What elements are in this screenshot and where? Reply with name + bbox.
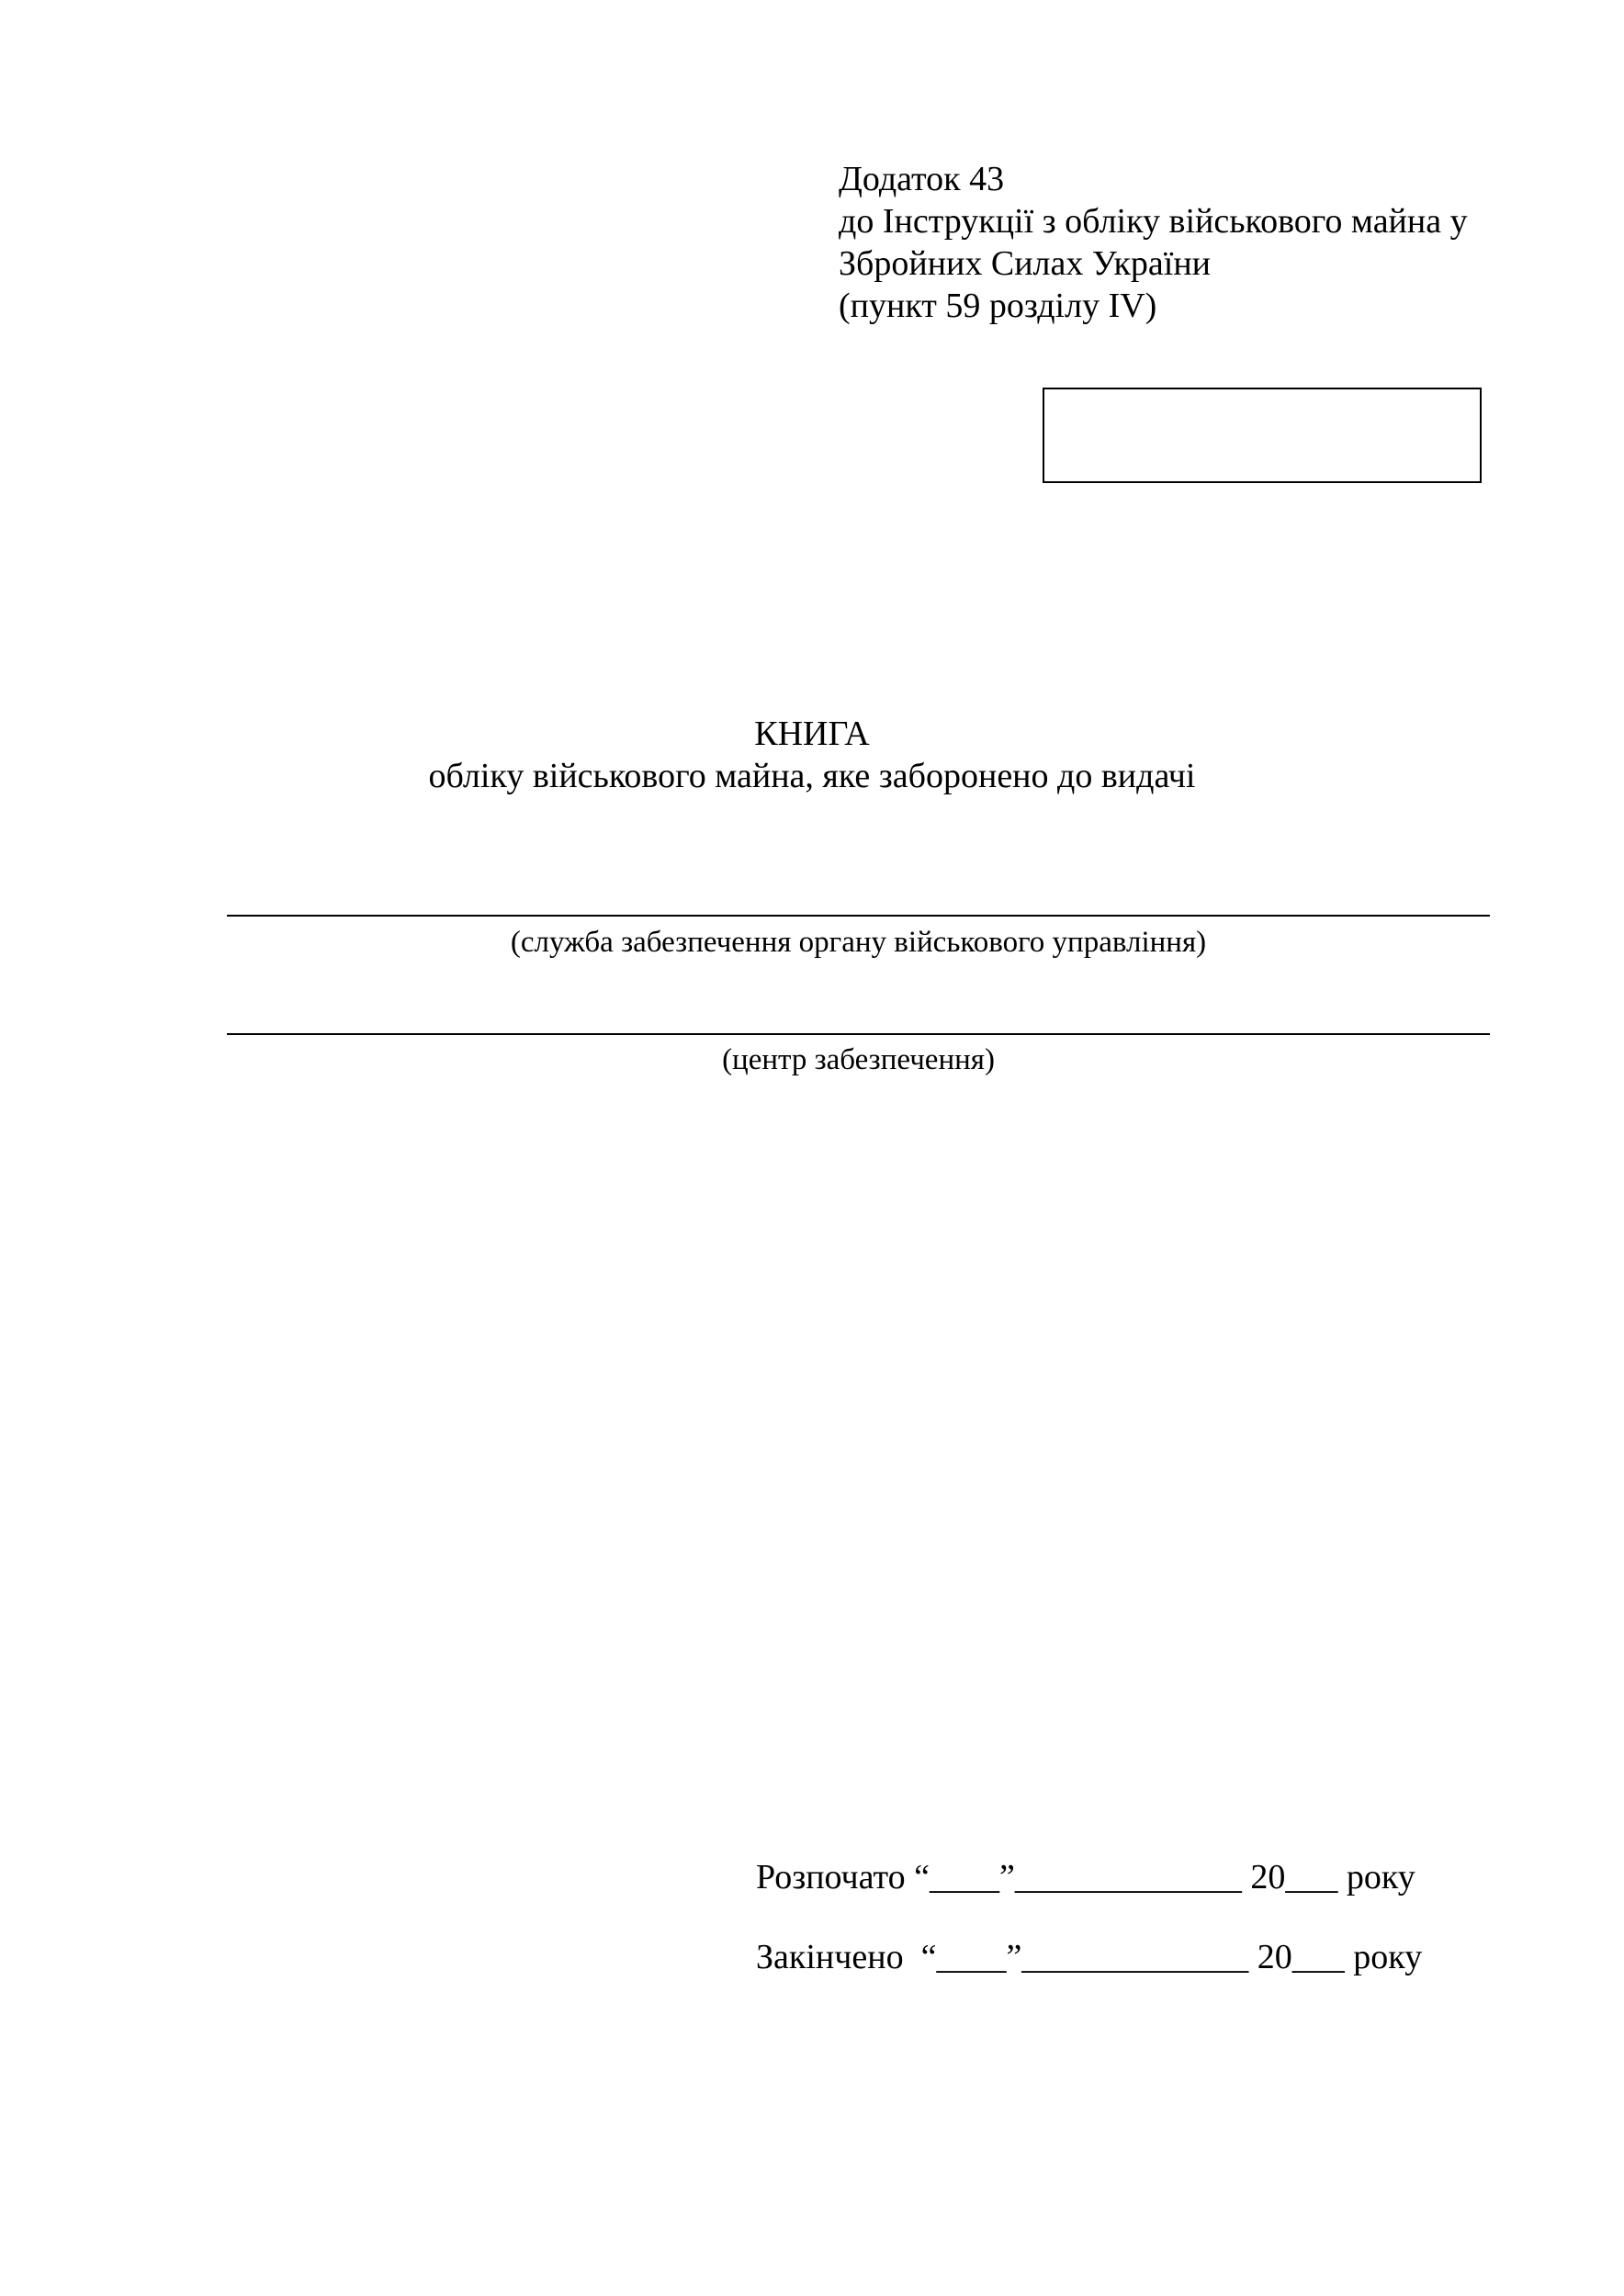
started-date-line: Розпочато “____”_____________ 20___ року	[756, 1858, 1415, 1896]
title-subheading: обліку військового майна, яке заборонено до видачі	[428, 757, 1196, 795]
appendix-header	[839, 158, 1468, 327]
service-caption: (служба забезпечення органу військового управління)	[510, 926, 1207, 959]
appendix-reference-line: Збройних Силах України	[839, 244, 1212, 283]
appendix-reference-line: до Інструкції з обліку військового майна у	[839, 202, 1468, 241]
registration-number-box	[1043, 388, 1482, 483]
appendix-clause: (пункт 59 розділу IV)	[839, 287, 1157, 325]
finished-date-line: Закінчено “____”_____________ 20___ року	[756, 1938, 1423, 1976]
document-title	[0, 713, 1624, 797]
service-fill-line	[227, 915, 1490, 917]
title-heading: КНИГА	[754, 715, 870, 753]
center-fill-line	[227, 1033, 1490, 1035]
appendix-number: Додаток 43	[839, 160, 1005, 198]
center-caption: (центр забезпечення)	[722, 1043, 995, 1076]
